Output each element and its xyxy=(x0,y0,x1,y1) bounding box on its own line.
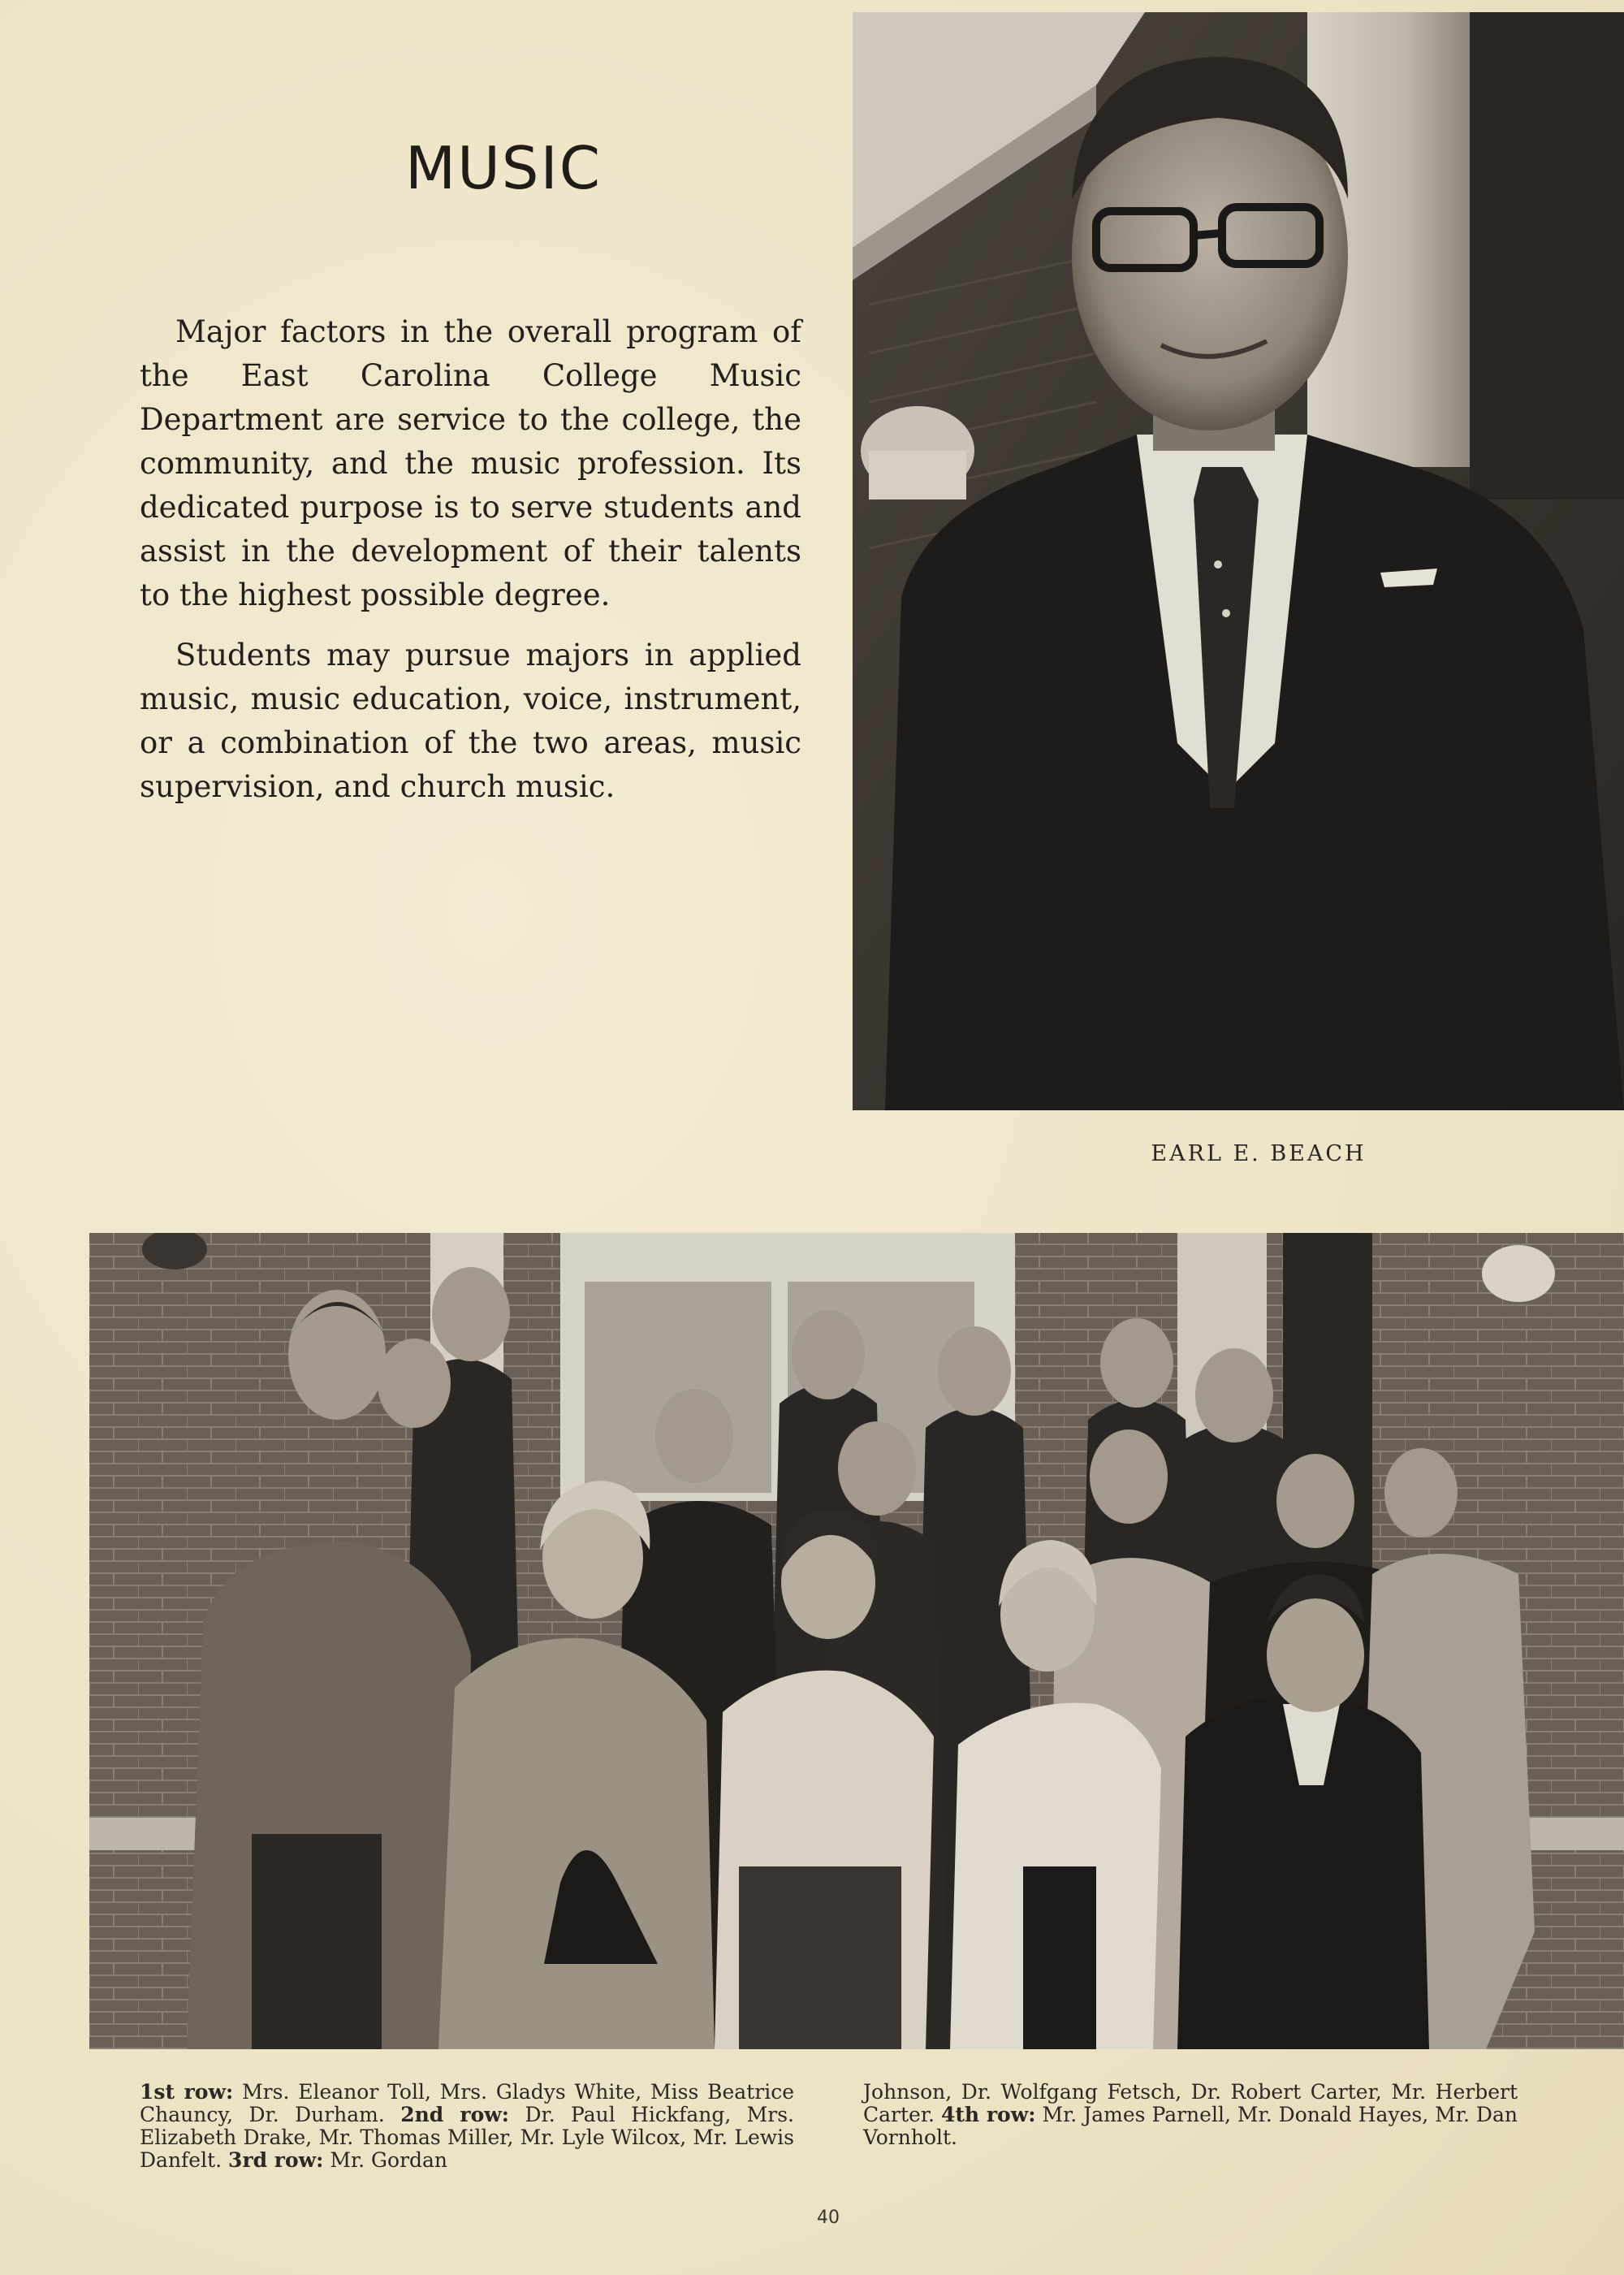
row3-names-end: Johnson, Dr. Wolfgang Fetsch, Dr. Robert Carter, Mr. Herbert Carter. xyxy=(863,2080,1518,2126)
intro-text xyxy=(140,310,801,825)
group-illustration xyxy=(89,1233,1624,2049)
intro-paragraph-1: Major factors in the overall program of the East Carolina College Music Department are service to the college, the community, and the music profession. Its dedicated purpose is to serve students and assist in the development of their talents to the highest possible degree. xyxy=(140,314,801,612)
row4-label: 4th row: xyxy=(940,2103,1036,2126)
row2-names: Dr. Paul Hickfang, Mrs. Elizabeth Drake, Mr. Thomas Miller, Mr. Lyle Wilcox, Mr. Lewis Danfelt. xyxy=(140,2103,794,2172)
group-caption-left xyxy=(140,2081,794,2172)
intro-paragraph-2: Students may pursue majors in applied music, music education, voice, instrument, or a combination of the two areas, music supervision, and church music. xyxy=(140,638,801,804)
portrait-illustration xyxy=(853,12,1624,1110)
portrait-caption: EARL E. BEACH xyxy=(1151,1141,1367,1166)
row4-names: Mr. James Parnell, Mr. Donald Hayes, Mr. Dan Vornholt. xyxy=(863,2103,1518,2149)
group-caption-right xyxy=(863,2081,1518,2149)
page-title: MUSIC xyxy=(404,134,603,202)
portrait-photo xyxy=(853,12,1624,1110)
page-number: 40 xyxy=(817,2208,840,2228)
group-photo xyxy=(89,1233,1624,2049)
row1-label: 1st row: xyxy=(140,2080,234,2104)
row3-label: 3rd row: xyxy=(228,2148,324,2172)
row1-names: Mrs. Eleanor Toll, Mrs. Gladys White, Miss Beatrice Chauncy, Dr. Durham. xyxy=(140,2080,794,2126)
row2-label: 2nd row: xyxy=(400,2103,510,2126)
row3-names-start: Mr. Gordan xyxy=(323,2148,448,2172)
